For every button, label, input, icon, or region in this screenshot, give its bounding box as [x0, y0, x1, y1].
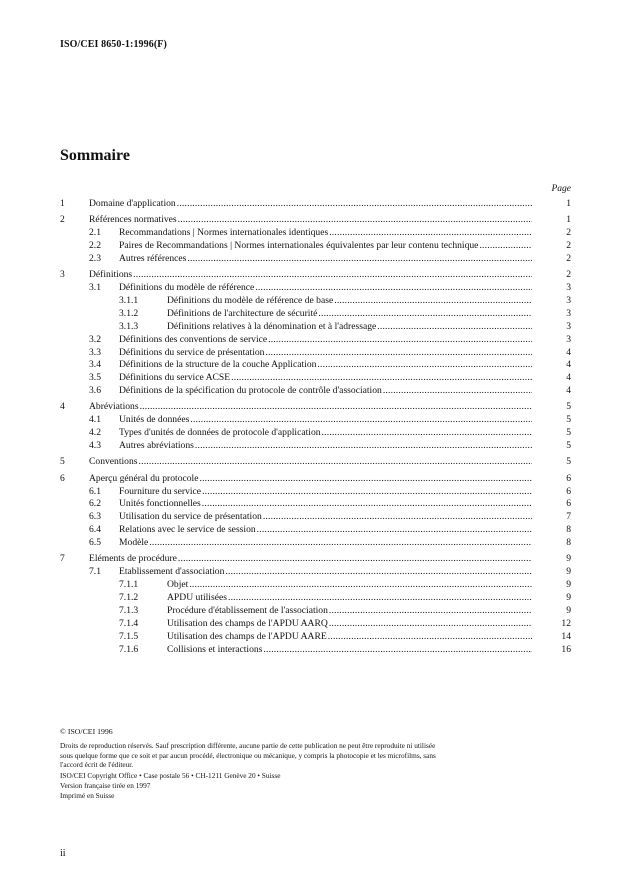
toc-entry-page: 6: [566, 498, 571, 510]
toc-entry-number: 7.1.3: [119, 604, 139, 616]
toc-entry[interactable]: [60, 579, 571, 592]
toc-entry[interactable]: [60, 440, 571, 453]
toc-entry[interactable]: [60, 486, 571, 499]
dot-leader: [178, 214, 532, 227]
dot-leader: [328, 631, 532, 644]
toc-entry-page: 9: [566, 592, 571, 604]
dot-leader: [133, 269, 532, 282]
toc-entry-title: Unités fonctionnelles: [119, 498, 201, 510]
toc-entry-title: Conventions: [89, 456, 138, 468]
toc-entry-page: 8: [566, 524, 571, 536]
toc-entry-number: 3.1.3: [119, 320, 139, 332]
toc-entry-page: 4: [566, 346, 571, 358]
dot-leader: [322, 427, 532, 440]
toc-entry-page: 3: [566, 320, 571, 332]
toc-entry-page: 2: [566, 252, 571, 264]
toc-entry[interactable]: [60, 456, 571, 469]
toc-entry-number: 7.1.2: [119, 592, 139, 604]
toc-entry-number: 3.1: [89, 282, 101, 294]
toc-entry-number: 3.2: [89, 333, 101, 345]
toc-entry-title-with-leader: [119, 385, 532, 398]
toc-entry-page: 9: [566, 579, 571, 591]
toc-entry-number: 2.1: [89, 227, 101, 239]
toc-entry-title-with-leader: [119, 347, 532, 360]
toc-entry-title: Fourniture du service: [119, 485, 202, 497]
toc-entry-title: Recommandations | Normes internationales identiques: [119, 227, 329, 239]
toc-entry-number: 4.1: [89, 414, 101, 426]
toc-entry-page: 7: [566, 511, 571, 523]
toc-entry-number: 7.1.5: [119, 630, 139, 642]
toc-entry-title: Types d'unités de données de protocole d'application: [119, 427, 321, 439]
toc-entry[interactable]: [60, 334, 571, 347]
toc-entry-title: Eléments de procédure: [89, 553, 177, 565]
dot-leader: [318, 308, 532, 321]
toc-entry-title: APDU utilisées: [167, 592, 227, 604]
toc-entry-title-with-leader: [119, 498, 532, 511]
toc-entry-number: 6.3: [89, 511, 101, 523]
toc-entry-title: Références normatives: [89, 214, 177, 226]
dot-leader: [178, 553, 532, 566]
toc-entry-page: 12: [561, 617, 571, 629]
toc-entry-title-with-leader: [167, 605, 532, 618]
toc-entry[interactable]: [60, 524, 571, 537]
dot-leader: [202, 486, 532, 499]
toc-entry-page: 5: [566, 414, 571, 426]
toc-entry-number: 3.1.1: [119, 294, 139, 306]
toc-entry[interactable]: [60, 282, 571, 295]
toc-entry-page: 8: [566, 537, 571, 549]
toc-entry-page: 14: [561, 630, 571, 642]
toc-entry-number: 3.6: [89, 385, 101, 397]
toc-entry-page: 4: [566, 385, 571, 397]
toc-entry-number: 6.1: [89, 485, 101, 497]
toc-entry-title-with-leader: [119, 486, 532, 499]
toc-entry-page: 4: [566, 372, 571, 384]
toc-entry-title-with-leader: [167, 579, 532, 592]
toc-entry[interactable]: [60, 214, 571, 227]
toc-entry-title: Paires de Recommandations | Normes internationales équivalentes par leur contenu technique: [119, 240, 479, 252]
dot-leader: [329, 618, 532, 631]
toc-entry-page: 3: [566, 333, 571, 345]
toc-entry[interactable]: [60, 631, 571, 644]
toc-entry-number: 3.3: [89, 346, 101, 358]
toc-entry-number: 6.2: [89, 498, 101, 510]
version-note: Version française tirée en 1997: [60, 781, 151, 791]
toc-entry-title: Définitions du modèle de référence de base: [167, 294, 334, 306]
toc-entry[interactable]: [60, 553, 571, 566]
toc-entry-title-with-leader: [167, 644, 532, 657]
dot-leader: [255, 282, 532, 295]
dot-leader: [263, 511, 532, 524]
toc-entry-number: 3: [60, 269, 65, 281]
toc-entry-title-with-leader: [119, 227, 532, 240]
dot-leader: [225, 566, 532, 579]
dot-leader: [383, 385, 532, 398]
toc-entry-page: 3: [566, 294, 571, 306]
toc-entry[interactable]: [60, 618, 571, 631]
toc-entry-title-with-leader: [89, 269, 532, 282]
toc-entry-page: 2: [566, 269, 571, 281]
toc-entry-page: 2: [566, 240, 571, 252]
toc-entry-title: Utilisation des champs de l'APDU AARE: [167, 630, 327, 642]
toc-entry-number: 1: [60, 198, 65, 209]
dot-leader: [257, 524, 532, 537]
toc-entry-number: 6: [60, 472, 65, 484]
toc-entry-title: Domaine d'application: [89, 198, 176, 209]
toc-entry-title: Abréviations: [89, 401, 139, 413]
toc-entry-number: 3.5: [89, 372, 101, 384]
toc-entry-title-with-leader: [119, 282, 532, 295]
toc-entry-page: 16: [561, 643, 571, 655]
dot-leader: [140, 401, 532, 414]
dot-leader: [189, 579, 532, 592]
toc-entry-title-with-leader: [89, 401, 532, 414]
toc-entry-number: 7.1.6: [119, 643, 139, 655]
toc-entry-title: Modèle: [119, 537, 149, 549]
dot-leader: [263, 644, 532, 657]
dot-leader: [228, 592, 532, 605]
dot-leader: [317, 359, 532, 372]
page-number: ii: [60, 848, 66, 859]
toc-entry[interactable]: [60, 372, 571, 385]
dot-leader: [195, 440, 532, 453]
toc-entry[interactable]: [60, 605, 571, 618]
toc-entry-title-with-leader: [119, 240, 532, 253]
toc-entry[interactable]: [60, 414, 571, 427]
toc-entry-title-with-leader: [119, 511, 532, 524]
toc-entry-title: Utilisation des champs de l'APDU AARQ: [167, 617, 328, 629]
toc-entry-number: 2: [60, 214, 65, 226]
toc-entry-title: Définitions du service ACSE: [119, 372, 231, 384]
copyright-footer: [60, 727, 440, 801]
dot-leader: [187, 253, 532, 266]
toc-entry-title-with-leader: [119, 359, 532, 372]
toc-entry-number: 3.4: [89, 359, 101, 371]
dot-leader: [479, 240, 532, 253]
toc-entry[interactable]: [60, 321, 571, 334]
toc-entry-number: 4.3: [89, 440, 101, 452]
toc-entry-title: Collisions et interactions: [167, 643, 263, 655]
toc-entry[interactable]: [60, 198, 571, 211]
rights-notice: Droits de reproduction réservés. Sauf prescription différente, aucune partie de cette publication ne peut être reproduite ni utilisée sous quelque forme que ce soit et par aucun procédé, électronique ou mécanique, y compris la photocopie et les microfilms, sans l'accord écrit de l'éditeur.: [60, 741, 436, 770]
dot-leader: [190, 414, 532, 427]
toc-entry-title: Unités de données: [119, 414, 190, 426]
copyright-office-address: ISO/CEI Copyright Office • Case postale 56 • CH-1211 Genève 20 • Suisse: [60, 770, 281, 780]
toc-entry[interactable]: [60, 359, 571, 372]
toc-entry-title-with-leader: [119, 524, 532, 537]
page-column-label: Page: [551, 184, 571, 194]
toc-entry[interactable]: [60, 427, 571, 440]
toc-entry[interactable]: [60, 566, 571, 579]
toc-entry-number: 6.4: [89, 524, 101, 536]
toc-entry-page: 6: [566, 485, 571, 497]
toc-entry[interactable]: [60, 385, 571, 398]
toc-entry-number: 6.5: [89, 537, 101, 549]
dot-leader: [231, 372, 532, 385]
toc-entry-title-with-leader: [167, 618, 532, 631]
page-title: Sommaire: [60, 147, 130, 164]
toc-entry-title: Autres abréviations: [119, 440, 194, 452]
toc-entry-title: Autres références: [119, 252, 187, 264]
toc-entry-title-with-leader: [119, 334, 532, 347]
toc-entry-number: 7.1.4: [119, 617, 139, 629]
dot-leader: [139, 456, 532, 469]
toc-entry-page: 9: [566, 566, 571, 578]
toc-entry-page: 6: [566, 472, 571, 484]
toc-entry[interactable]: [60, 227, 571, 240]
toc-entry-title: Définitions du modèle de référence: [119, 282, 255, 294]
toc-entry[interactable]: [60, 401, 571, 414]
toc-entry-number: 7.1.1: [119, 579, 139, 591]
toc-entry[interactable]: [60, 269, 571, 282]
toc-entry-title: Définitions: [89, 269, 133, 281]
toc-entry-number: 4.2: [89, 427, 101, 439]
toc-entry-title-with-leader: [119, 427, 532, 440]
toc-entry-title-with-leader: [119, 537, 532, 550]
toc-entry-title-with-leader: [89, 214, 532, 227]
toc-entry-title-with-leader: [167, 295, 532, 308]
toc-entry-title-with-leader: [119, 372, 532, 385]
dot-leader: [377, 321, 532, 334]
toc-entry[interactable]: [60, 295, 571, 308]
toc-entry-title-with-leader: [89, 198, 532, 211]
toc-entry-number: 3.1.2: [119, 307, 139, 319]
toc-entry-page: 5: [566, 427, 571, 439]
dot-leader: [199, 473, 532, 486]
toc-entry-title: Objet: [167, 579, 189, 591]
toc-entry-title-with-leader: [119, 566, 532, 579]
toc-entry-number: 5: [60, 456, 65, 468]
dot-leader: [177, 198, 532, 211]
toc-entry-title: Etablissement d'association: [119, 566, 225, 578]
toc-entry-title-with-leader: [119, 414, 532, 427]
toc-entry[interactable]: [60, 253, 571, 266]
toc-entry[interactable]: [60, 308, 571, 321]
toc-entry-page: 5: [566, 456, 571, 468]
toc-entry-title-with-leader: [167, 308, 532, 321]
dot-leader: [265, 347, 532, 360]
toc-entry[interactable]: [60, 537, 571, 550]
toc-entry-title: Procédure d'établissement de l'association: [167, 604, 328, 616]
toc-entry-title-with-leader: [119, 440, 532, 453]
toc-entry-number: 7.1: [89, 566, 101, 578]
copyright-line: © ISO/CEI 1996: [60, 727, 113, 736]
document-header: ISO/CEI 8650-1:1996(F): [60, 39, 167, 50]
toc-entry-title: Définitions de la spécification du protocole de contrôle d'association: [119, 385, 382, 397]
table-of-contents: [60, 198, 571, 657]
toc-entry-number: 7: [60, 553, 65, 565]
toc-entry-title-with-leader: [89, 473, 532, 486]
dot-leader: [329, 605, 532, 618]
toc-entry-title: Utilisation du service de présentation: [119, 511, 262, 523]
toc-entry[interactable]: [60, 592, 571, 605]
toc-entry-page: 5: [566, 440, 571, 452]
toc-entry[interactable]: [60, 644, 571, 657]
toc-entry-page: 2: [566, 227, 571, 239]
dot-leader: [334, 295, 532, 308]
toc-entry-title-with-leader: [167, 631, 532, 644]
dot-leader: [149, 537, 532, 550]
toc-entry[interactable]: [60, 511, 571, 524]
toc-entry-page: 4: [566, 359, 571, 371]
toc-entry-page: 3: [566, 307, 571, 319]
toc-entry-page: 1: [566, 214, 571, 226]
toc-entry-page: 9: [566, 604, 571, 616]
toc-entry-page: 5: [566, 401, 571, 413]
toc-entry-title: Définitions de l'architecture de sécurité: [167, 307, 318, 319]
printed-note: Imprimé en Suisse: [60, 791, 115, 801]
toc-entry-number: 4: [60, 401, 65, 413]
toc-entry-page: 1: [566, 198, 571, 209]
toc-entry-title-with-leader: [89, 456, 532, 469]
toc-entry-title-with-leader: [89, 553, 532, 566]
toc-entry-title-with-leader: [167, 592, 532, 605]
toc-entry-title: Définitions de la structure de la couche Application: [119, 359, 317, 371]
toc-entry-page: 9: [566, 553, 571, 565]
toc-entry-number: 2.2: [89, 240, 101, 252]
dot-leader: [268, 334, 532, 347]
toc-entry-title: Définitions relatives à la dénomination et à l'adressage: [167, 320, 377, 332]
toc-entry[interactable]: [60, 240, 571, 253]
toc-entry-page: 3: [566, 282, 571, 294]
toc-entry-title-with-leader: [119, 253, 532, 266]
toc-entry[interactable]: [60, 498, 571, 511]
toc-entry[interactable]: [60, 347, 571, 360]
toc-entry-title: Aperçu général du protocole: [89, 472, 199, 484]
toc-entry[interactable]: [60, 473, 571, 486]
dot-leader: [202, 498, 532, 511]
toc-entry-number: 2.3: [89, 252, 101, 264]
dot-leader: [329, 227, 532, 240]
toc-entry-title: Définitions du service de présentation: [119, 346, 265, 358]
toc-entry-title-with-leader: [167, 321, 532, 334]
toc-entry-title: Définitions des conventions de service: [119, 333, 268, 345]
toc-entry-title: Relations avec le service de session: [119, 524, 256, 536]
